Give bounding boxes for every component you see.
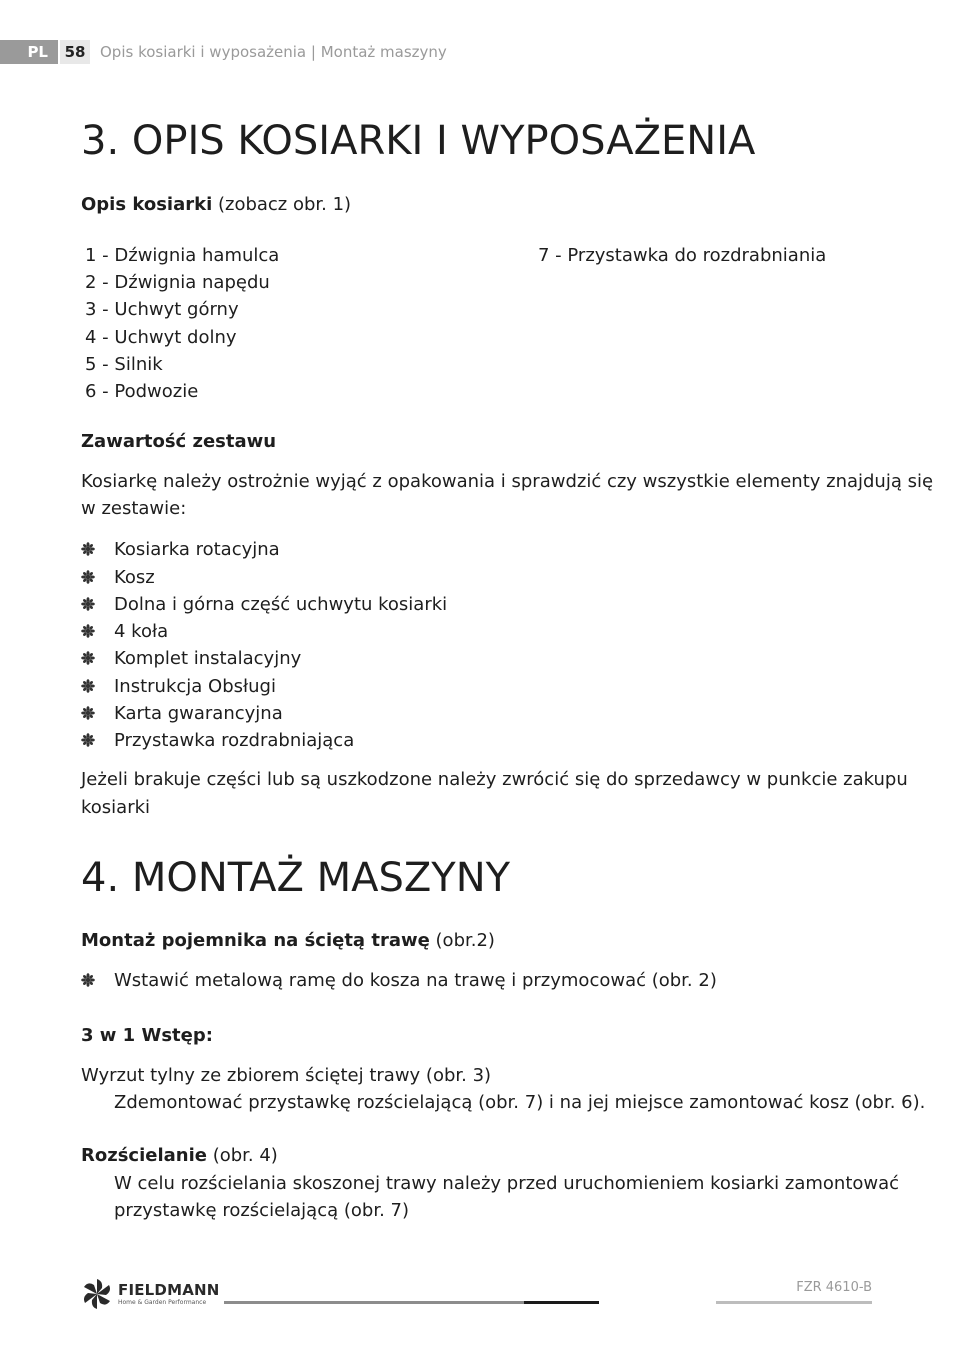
missing-parts-line2: kosiarki: [81, 797, 151, 818]
contents-heading: Zawartość zestawu: [81, 431, 277, 452]
flower-bullet-icon: [81, 597, 95, 611]
list-item-text: Instrukcja Obsługi: [114, 676, 276, 697]
part-item: 4 - Uchwyt dolny: [85, 327, 237, 348]
part-item: 2 - Dźwignia napędu: [85, 272, 270, 293]
flower-bullet-icon: [81, 624, 95, 638]
rear-discharge-line1: Wyrzut tylny ze zbiorem ściętej trawy (obr. 3): [81, 1065, 492, 1086]
spread-line2: przystawkę rozścielającą (obr. 7): [114, 1200, 409, 1221]
language-badge: PL: [0, 40, 58, 64]
part-item: 6 - Podwozie: [85, 381, 199, 402]
footer-bar-gap: [599, 1301, 716, 1304]
contents-intro-line2: w zestawie:: [81, 498, 187, 519]
spread-line1: W celu rozścielania skoszonej trawy należy przed uruchomieniem kosiarki zamontować: [114, 1173, 900, 1194]
footer-bar-gray: [224, 1301, 524, 1304]
flower-bullet-icon: [81, 973, 95, 987]
page-number: 58: [60, 40, 90, 64]
part-item: 7 - Przystawka do rozdrabniania: [538, 245, 827, 266]
section-4-title: 4. MONTAŻ MASZYNY: [81, 855, 511, 901]
missing-parts-line1: Jeżeli brakuje części lub są uszkodzone należy zwrócić się do sprzedawcy w punkcie zakupu: [81, 769, 908, 790]
brand-name: FIELDMANN: [118, 1281, 220, 1299]
footer-bar-dark: [524, 1301, 599, 1304]
list-item-text: Karta gwarancyjna: [114, 703, 283, 724]
contents-intro-line1: Kosiarkę należy ostrożnie wyjąć z opakowania i sprawdzić czy wszystkie elementy znajdują się: [81, 471, 934, 492]
running-title: Opis kosiarki i wyposażenia | Montaż maszyny: [100, 43, 447, 61]
bag-heading-bold: Montaż pojemnika na ściętą trawę: [81, 930, 430, 951]
brand-tagline: Home & Garden Performance: [118, 1299, 207, 1306]
flower-bullet-icon: [81, 733, 95, 747]
flower-bullet-icon: [81, 706, 95, 720]
description-heading-bold: Opis kosiarki: [81, 194, 213, 215]
flower-bullet-icon: [81, 679, 95, 693]
bag-heading: [81, 929, 495, 953]
list-item-text: Kosiarka rotacyjna: [114, 539, 280, 560]
intro-3in1-heading: 3 w 1 Wstęp:: [81, 1025, 213, 1046]
flower-bullet-icon: [81, 542, 95, 556]
spread-heading: [81, 1144, 278, 1168]
spread-heading-bold: Rozścielanie: [81, 1145, 207, 1166]
list-item-text: Kosz: [114, 567, 155, 588]
list-item-text: Wstawić metalową ramę do kosza na trawę i przymocować (obr. 2): [114, 970, 717, 991]
spread-heading-rest: (obr. 4): [206, 1145, 278, 1166]
flower-bullet-icon: [81, 651, 95, 665]
part-item: 1 - Dźwignia hamulca: [85, 245, 280, 266]
bag-heading-rest: (obr.2): [429, 930, 495, 951]
part-item: 5 - Silnik: [85, 354, 163, 375]
fieldmann-fan-logo-icon: [80, 1277, 114, 1311]
part-item: 3 - Uchwyt górny: [85, 299, 239, 320]
list-item-text: Dolna i górna część uchwytu kosiarki: [114, 594, 448, 615]
footer-bar-light: [716, 1301, 872, 1304]
fieldmann-logo: [80, 1277, 225, 1311]
flower-bullet-icon: [81, 570, 95, 584]
description-heading: [81, 193, 351, 217]
list-item-text: Przystawka rozdrabniająca: [114, 730, 355, 751]
section-3-title: 3. OPIS KOSIARKI I WYPOSAŻENIA: [81, 118, 756, 164]
model-number: FZR 4610-B: [796, 1280, 872, 1295]
rear-discharge-line2: Zdemontować przystawkę rozścielającą (obr. 7) i na jej miejsce zamontować kosz (obr. 6).: [114, 1092, 926, 1113]
list-item-text: 4 koła: [114, 621, 169, 642]
description-heading-rest: (zobacz obr. 1): [212, 194, 352, 215]
list-item-text: Komplet instalacyjny: [114, 648, 302, 669]
